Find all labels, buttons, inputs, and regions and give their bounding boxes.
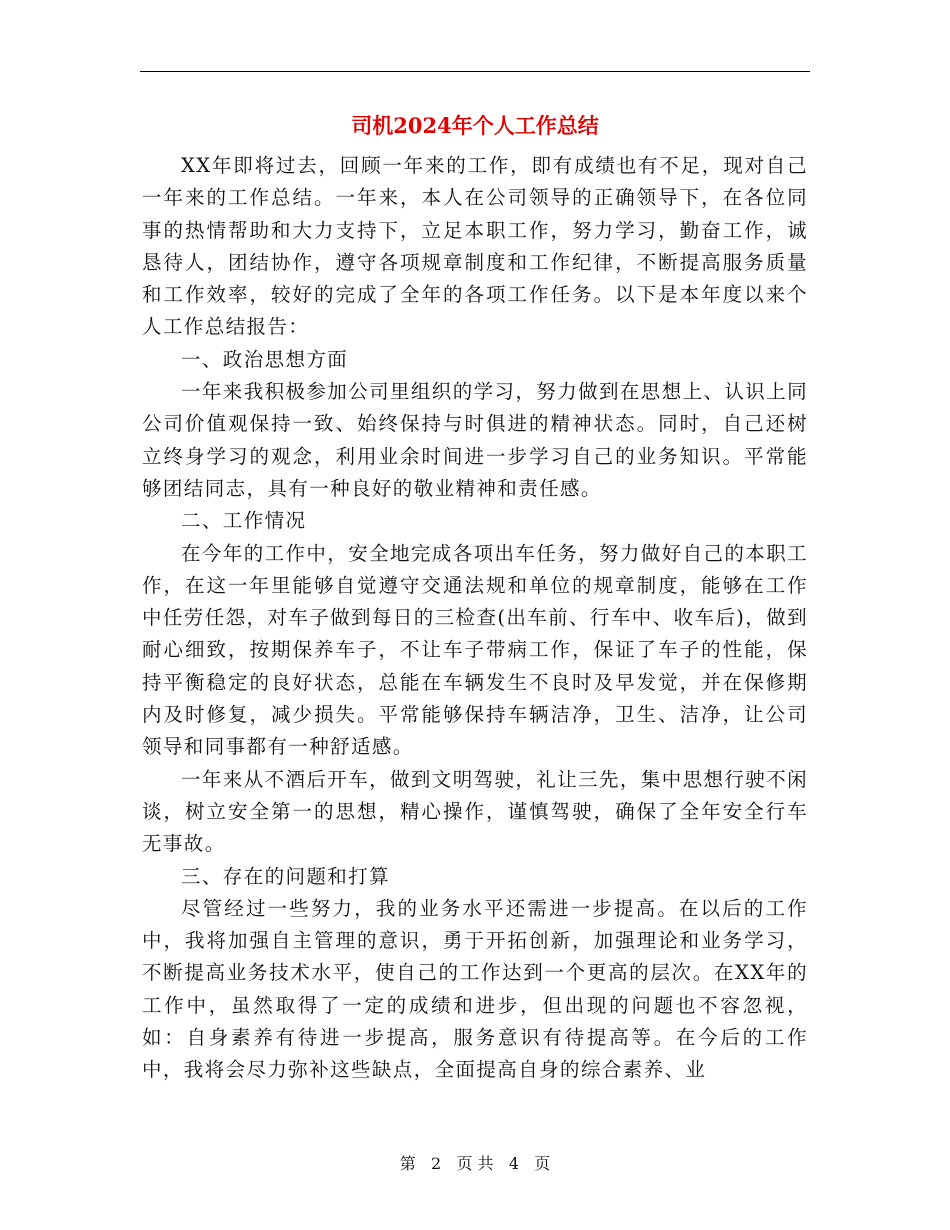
page-label-mid: 页 共 [456, 1154, 494, 1173]
page-label-suffix: 页 [534, 1154, 551, 1173]
paragraph-political: 一年来我积极参加公司里组织的学习，努力做到在思想上、认识上同公司价值观保持一致、始终保持与时俱进的精神状态。同时，自己还树立终身学习的观念，利用业余时间进一步学习自己的业务知识。平常能够团结同志，具有一种良好的敬业精神和责任感。 [142, 380, 809, 500]
paragraph-work: 在今年的工作中，安全地完成各项出车任务，努力做好自己的本职工作，在这一年里能够自觉遵守交通法规和单位的规章制度，能够在工作中任劳任怨，对车子做到每日的三检查(出车前、行车中、收车后)，做到耐心细致，按期保养车子，不让车子带病工作，保证了车子的性能，保持平衡稳定的良好状态，总能在车辆发生不良时及早发觉，并在保修期内及时修复，减少损失。平常能够保持车辆洁净，卫生、洁净，让公司领导和同事都有一种舒适感。 [142, 541, 809, 759]
paragraph-intro: XX年即将过去，回顾一年来的工作，即有成绩也有不足，现对自己一年来的工作总结。一年来，本人在公司领导的正确领导下，在各位同事的热情帮助和大力支持下，立足本职工作，努力学习，勤奋工作，诚恳待人，团结协作，遵守各项规章制度和工作纪律，不断提高服务质量和工作效率，较好的完成了全年的各项工作任务。以下是本年度以来个人工作总结报告： [142, 154, 808, 339]
paragraph-problems: 尽管经过一些努力，我的业务水平还需进一步提高。在以后的工作中，我将加强自主管理的意识，勇于开拓创新，加强理论和业务学习，不断提高业务技术水平，使自己的工作达到一个更高的层次。在XX年的工作中，虽然取得了一定的成绩和进步，但出现的问题也不容忽视，如：自身素养有待进一步提高，服务意识有待提高等。在今后的工作中，我将会尽力弥补这些缺点，全面提高自身的综合素养、业 [142, 896, 808, 1082]
page-footer [0, 1152, 950, 1176]
section-heading-political: 一、政治思想方面 [181, 347, 349, 371]
section-heading-work: 二、工作情况 [181, 509, 307, 533]
document-body [142, 150, 808, 1087]
current-page-number: 2 [430, 1154, 442, 1173]
page-label-prefix: 第 [399, 1154, 416, 1173]
paragraph-safety: 一年来从不酒后开车，做到文明驾驶，礼让三先，集中思想行驶不闲谈，树立安全第一的思想，精心操作，谨慎驾驶，确保了全年安全行车无事故。 [142, 767, 809, 856]
document-title: 司机2024年个人工作总结 [351, 113, 599, 138]
section-heading-problems: 三、存在的问题和打算 [181, 864, 391, 888]
total-pages-number: 4 [508, 1154, 520, 1173]
header-rule [140, 71, 810, 72]
